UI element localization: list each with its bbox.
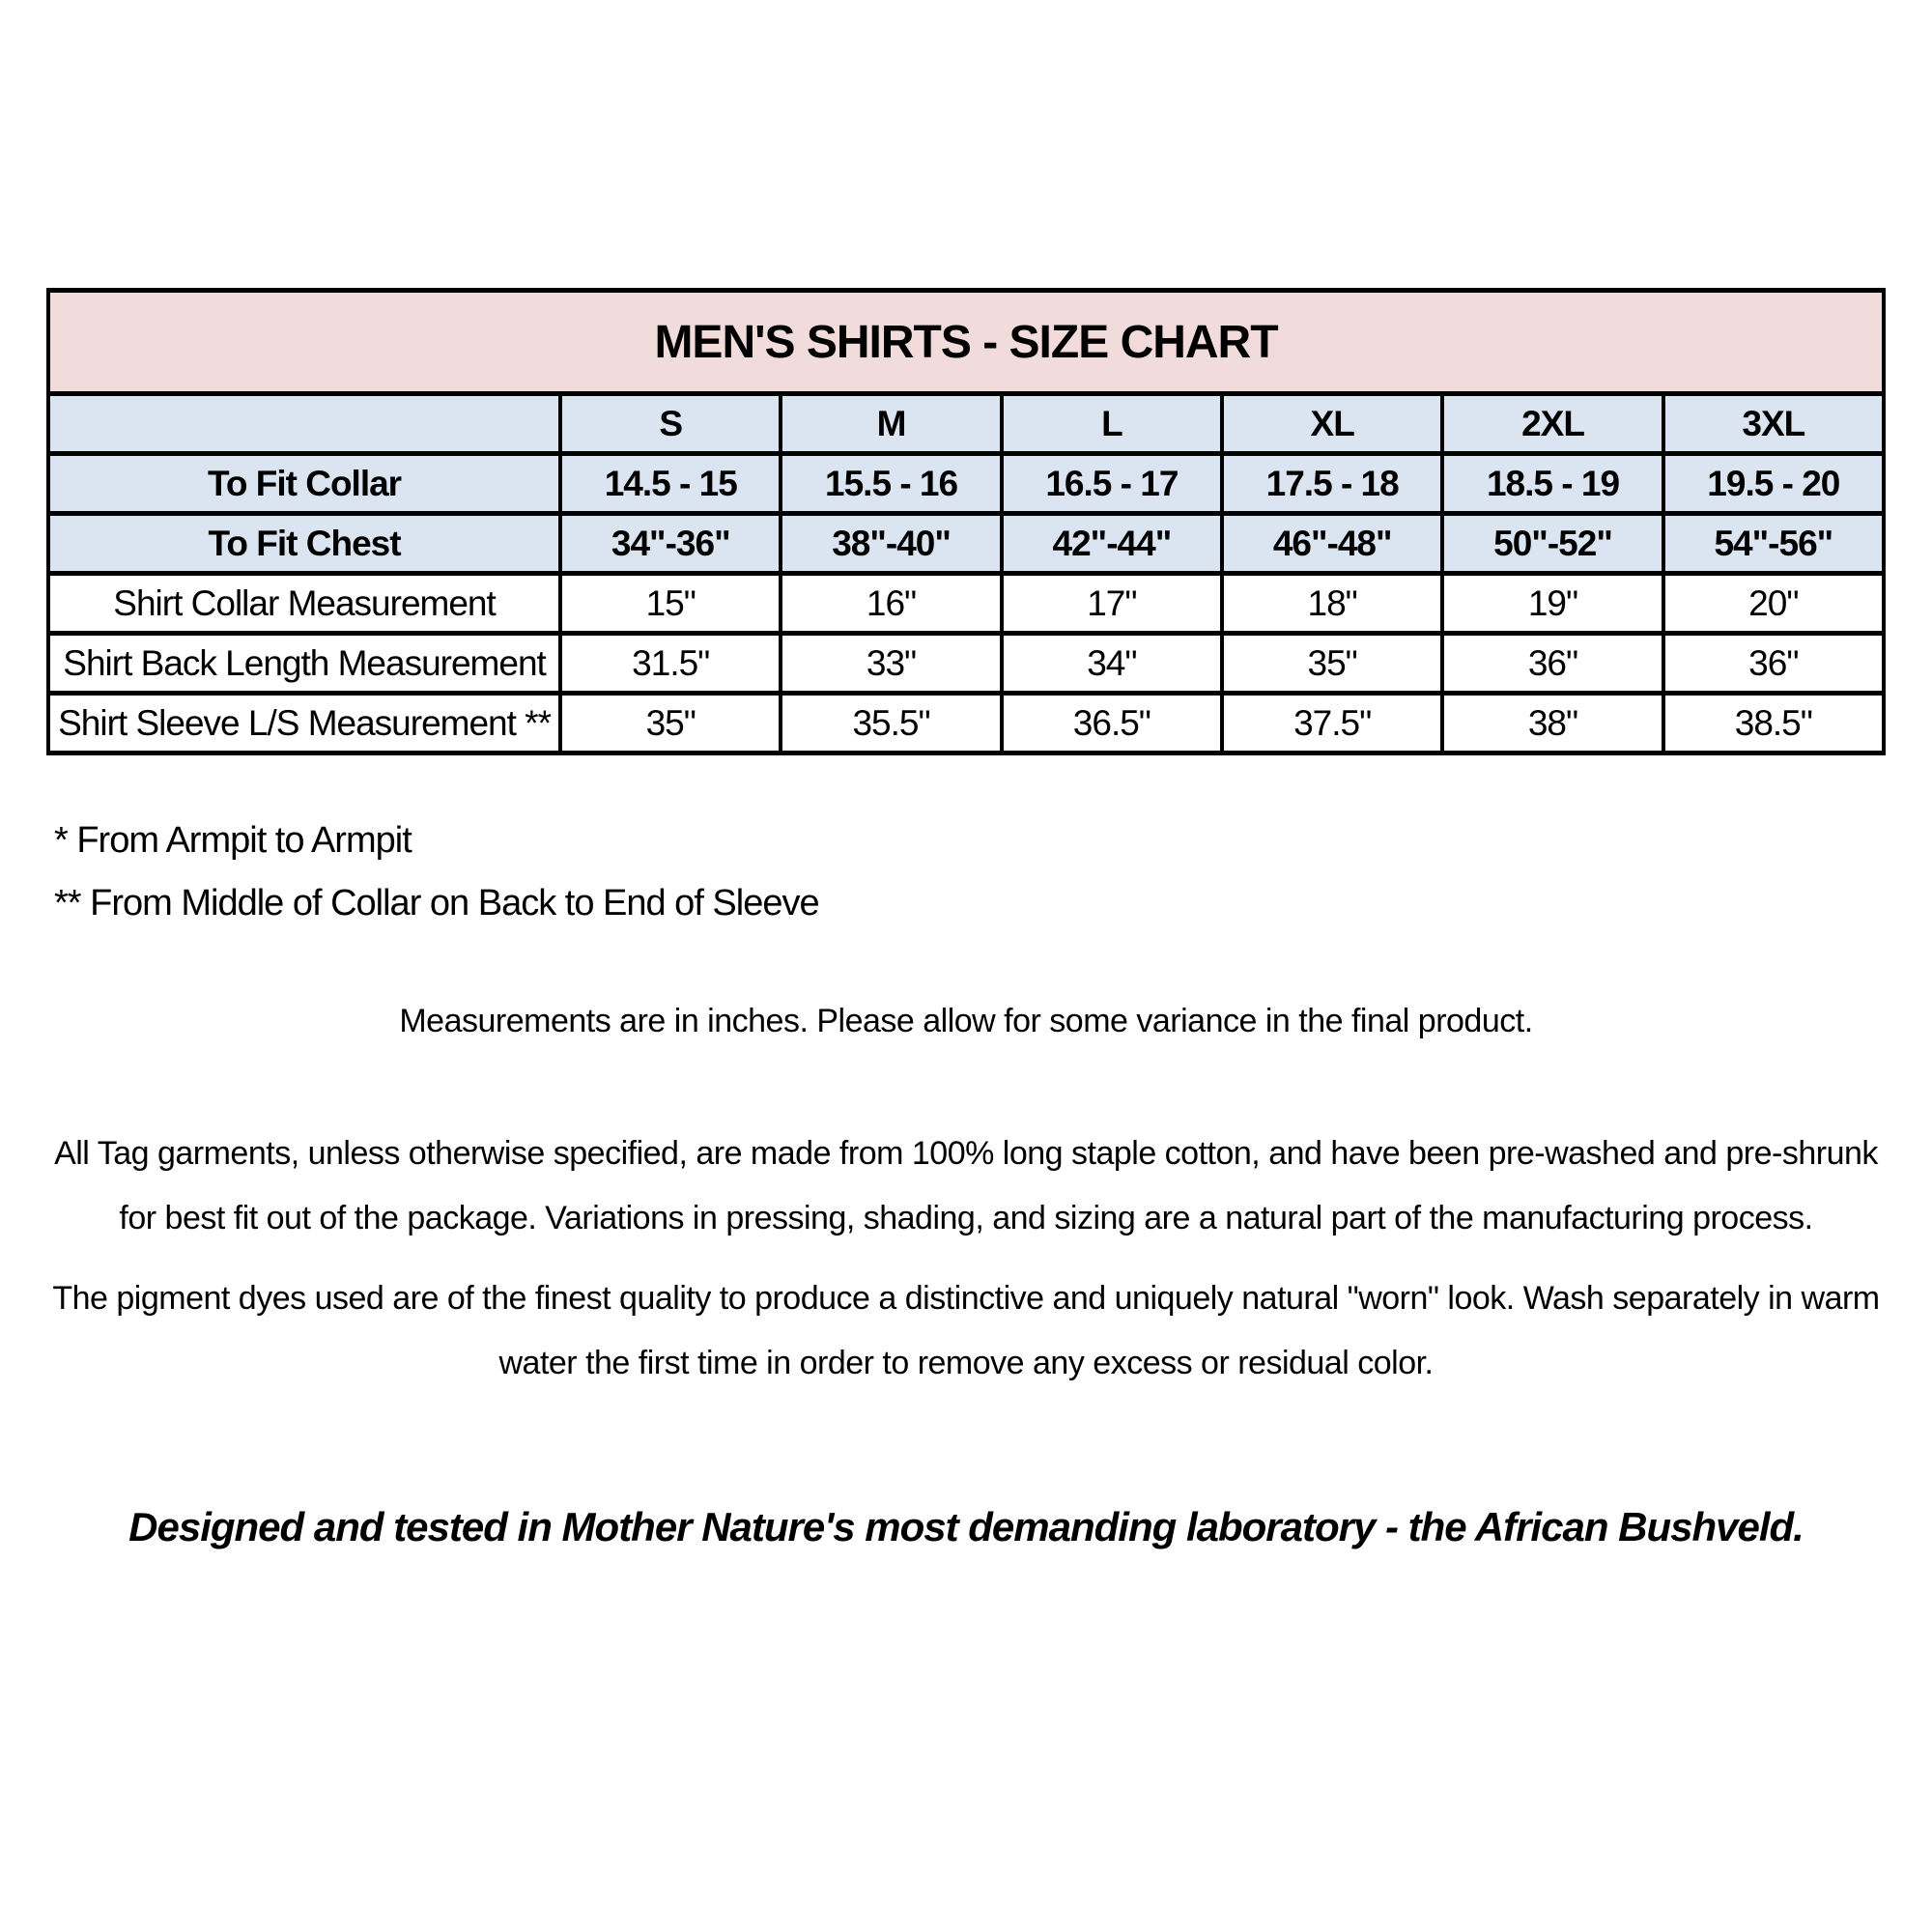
size-cell: 19" [1442,574,1662,634]
row-label: Shirt Back Length Measurement [48,634,560,694]
table-row-shirt-collar [48,574,1884,634]
row-label: Shirt Sleeve L/S Measurement ** [48,694,560,753]
size-cell: 20" [1663,574,1884,634]
size-cell: 35" [1222,634,1442,694]
footnote-sleeve: ** From Middle of Collar on Back to End of Sleeve [54,883,819,923]
size-cell: 50"-52" [1442,514,1662,574]
size-cell: 36" [1663,634,1884,694]
size-column-header-2xl: 2XL [1442,394,1662,454]
footnotes [54,810,1886,935]
size-cell: 19.5 - 20 [1663,454,1884,514]
table-title: MEN'S SHIRTS - SIZE CHART [48,291,1884,394]
paragraph-fabric-info: All Tag garments, unless otherwise specified, are made from 100% long staple cotton, and have been pre-washed and pre-shrunk for best fit out of the package. Variations in pressing, shading, and sizing are a natural part of the manufacturing process. [54,1135,1878,1236]
size-cell: 15.5 - 16 [781,454,1001,514]
size-cell: 31.5" [560,634,781,694]
row-label: To Fit Chest [48,514,560,574]
table-row-shirt-sleeve [48,694,1884,753]
footnote-armpit: * From Armpit to Armpit [54,820,412,861]
size-cell: 17" [1002,574,1222,634]
size-column-header-l: L [1002,394,1222,454]
size-column-header-3xl: 3XL [1663,394,1884,454]
table-row-shirt-back-length [48,634,1884,694]
size-cell: 34" [1002,634,1222,694]
size-cell: 15" [560,574,781,634]
size-cell: 38" [1442,694,1662,753]
row-label: Shirt Collar Measurement [48,574,560,634]
size-cell: 38"-40" [781,514,1001,574]
size-cell: 54"-56" [1663,514,1884,574]
size-column-header-s: S [560,394,781,454]
size-cell: 18" [1222,574,1442,634]
row-label: To Fit Collar [48,454,560,514]
size-cell: 35.5" [781,694,1001,753]
size-cell: 34"-36" [560,514,781,574]
corner-cell [48,394,560,454]
size-cell: 35" [560,694,781,753]
size-cell: 16" [781,574,1001,634]
size-cell: 36" [1442,634,1662,694]
table-title-row [48,291,1884,394]
tagline: Designed and tested in Mother Nature's most demanding laboratory - the African Bushveld. [128,1504,1804,1549]
size-cell: 42"-44" [1002,514,1222,574]
table-row-to-fit-collar [48,454,1884,514]
size-cell: 36.5" [1002,694,1222,753]
size-column-header-m: M [781,394,1001,454]
paragraph-dye-care: The pigment dyes used are of the finest quality to produce a distinctive and uniquely natural "worn" look. Wash separately in warm water the first time in order to remove any excess or residual color. [52,1280,1880,1381]
table-row-to-fit-chest [48,514,1884,574]
size-cell: 33" [781,634,1001,694]
size-column-header-xl: XL [1222,394,1442,454]
size-cell: 14.5 - 15 [560,454,781,514]
size-cell: 46"-48" [1222,514,1442,574]
size-cell: 38.5" [1663,694,1884,753]
size-cell: 17.5 - 18 [1222,454,1442,514]
paragraph-measurement-note: Measurements are in inches. Please allow for some variance in the final product. [399,1003,1533,1039]
size-cell: 37.5" [1222,694,1442,753]
size-header-row [48,394,1884,454]
size-cell: 16.5 - 17 [1002,454,1222,514]
size-chart-table [46,288,1886,755]
size-cell: 18.5 - 19 [1442,454,1662,514]
